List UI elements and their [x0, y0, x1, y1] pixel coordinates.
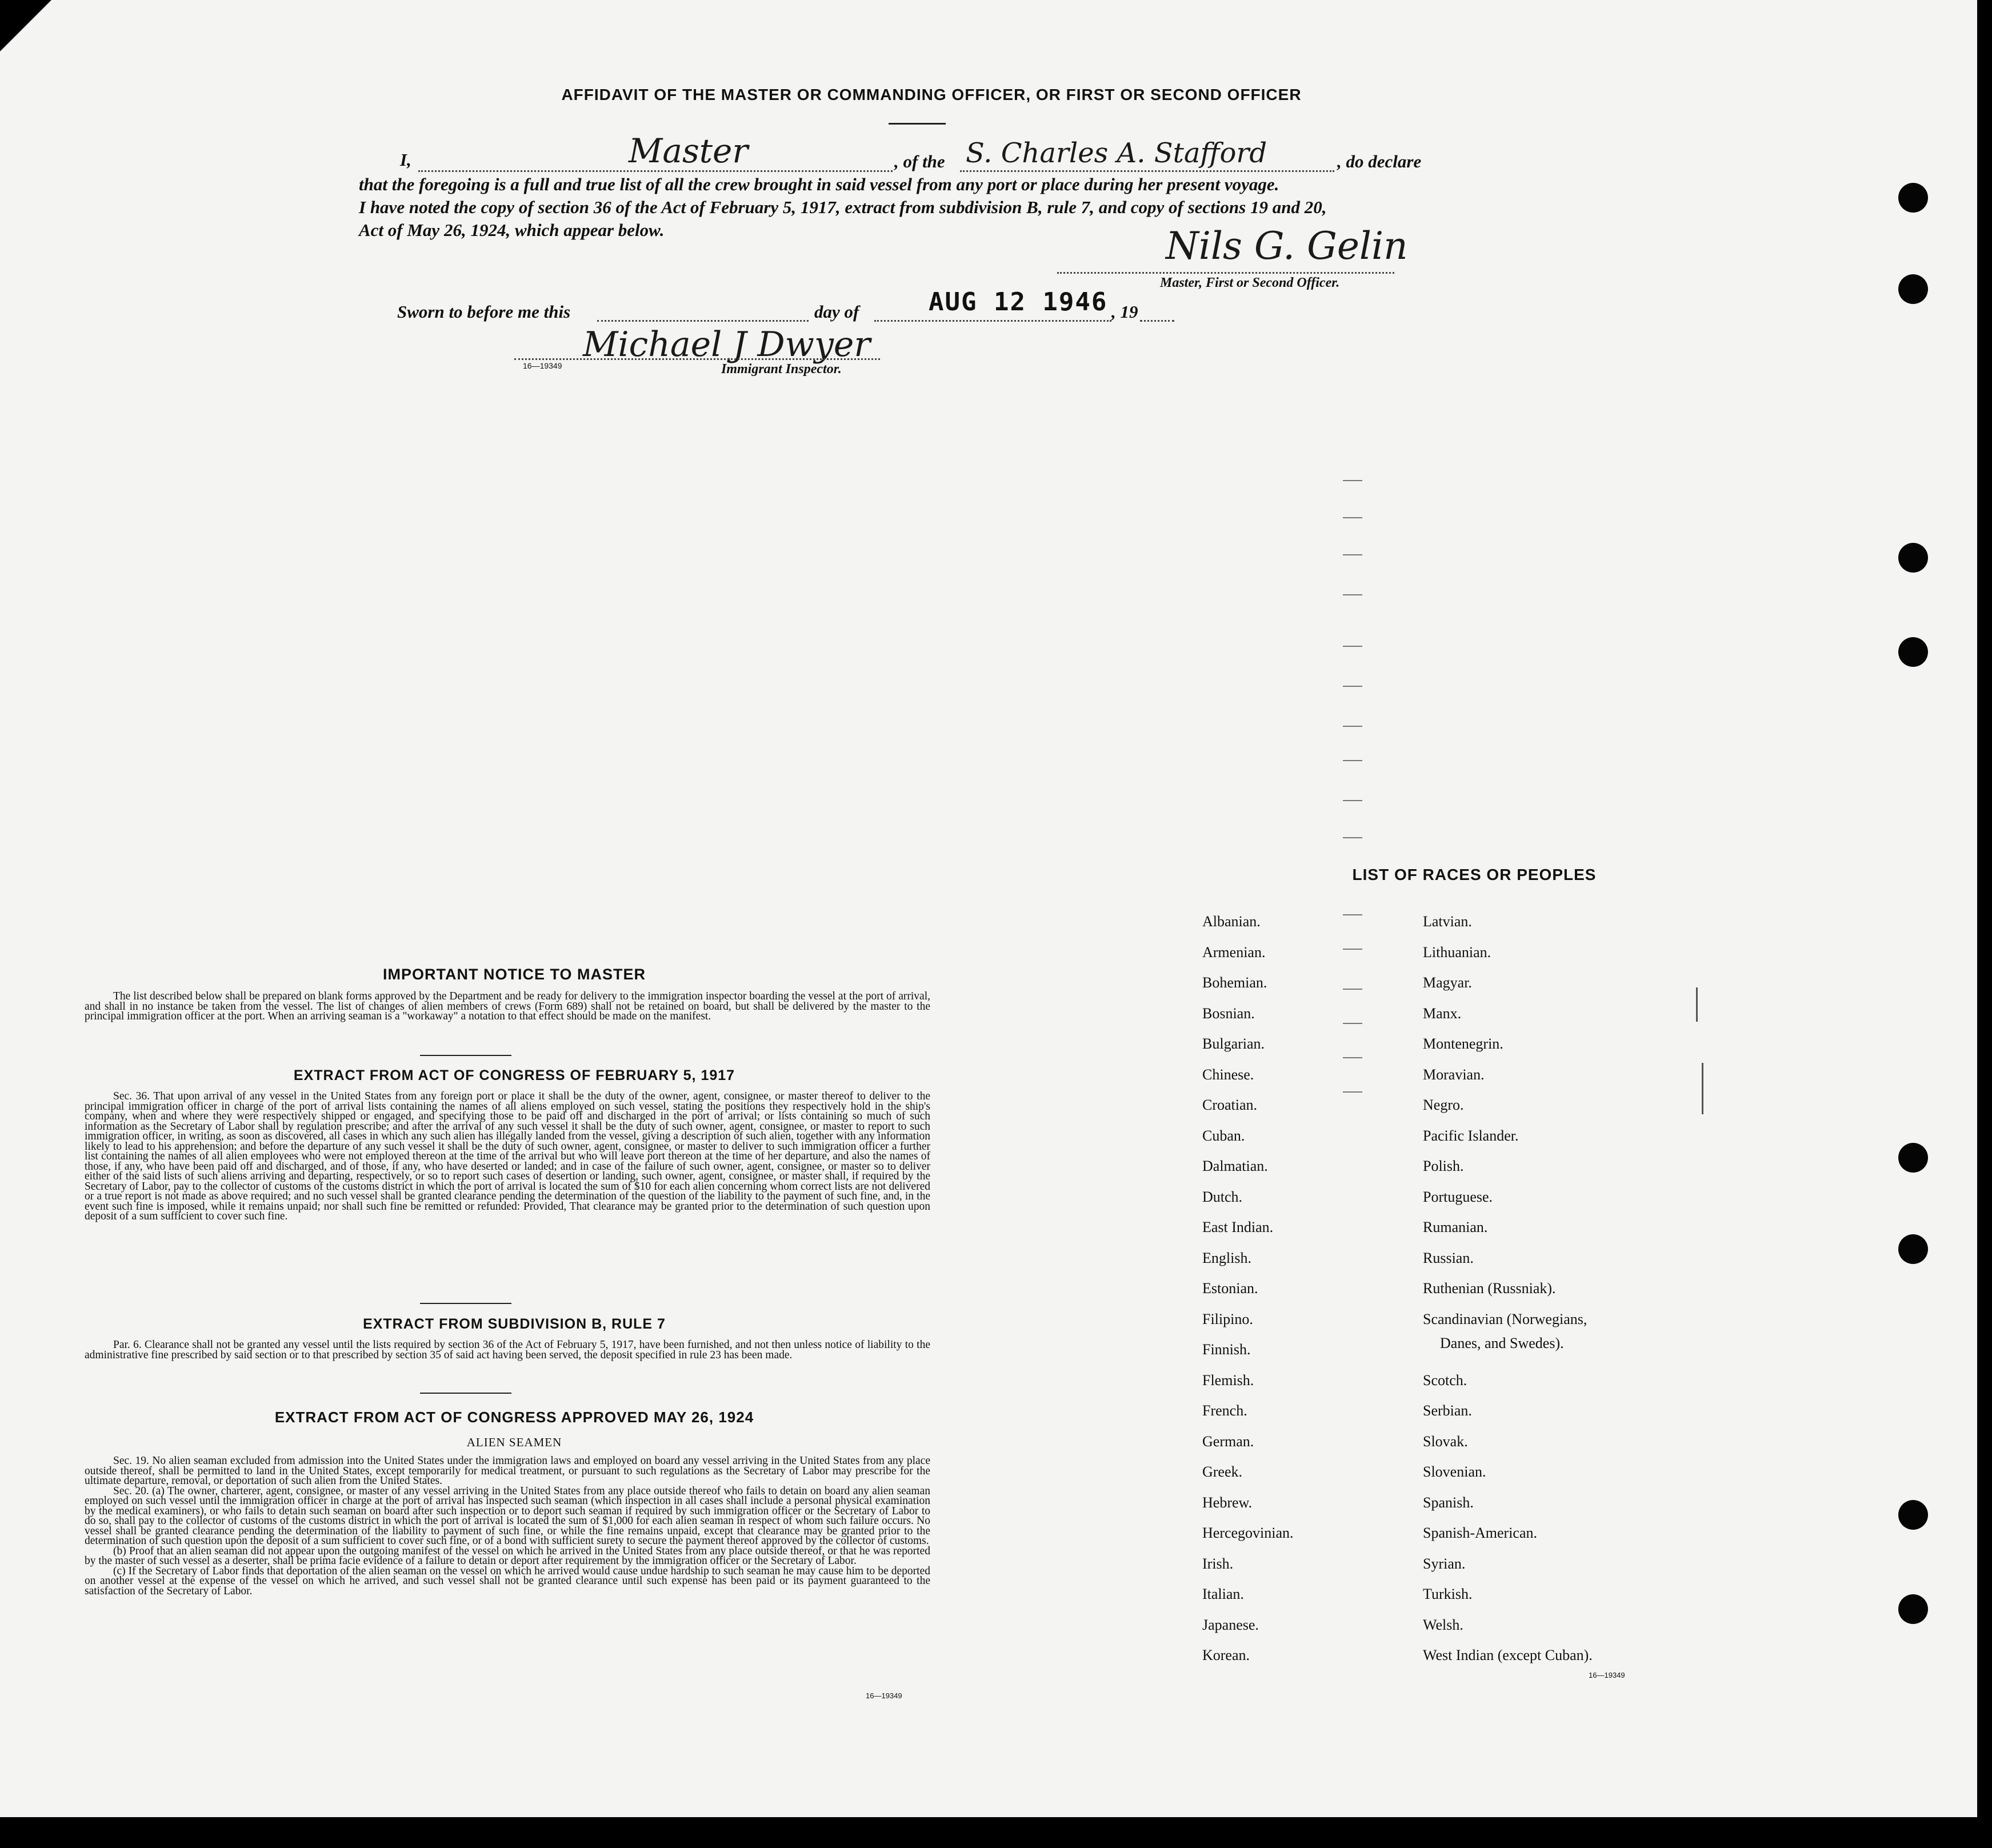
race-item: Moravian. — [1423, 1066, 1485, 1083]
race-item: Hebrew. — [1202, 1494, 1253, 1511]
bleed-tick — [1343, 686, 1362, 687]
date-stamp: AUG 12 1946 — [929, 287, 1108, 317]
bleed-tick — [1343, 1057, 1362, 1058]
race-item: Albanian. — [1202, 913, 1261, 930]
race-item: Croatian. — [1202, 1097, 1258, 1113]
race-item: Spanish. — [1423, 1494, 1474, 1511]
affidavit-line-2: that the foregoing is a full and true list of all the crew brought in said vessel from any port or place during her present voyage. — [359, 174, 1279, 194]
affidavit-line-4: Act of May 26, 1924, which appear below. — [359, 220, 665, 240]
extract-1924-form-number: 16—19349 — [866, 1691, 902, 1700]
sworn-month-line — [874, 320, 1111, 322]
bleed-tick — [1343, 989, 1362, 990]
inspector-title: Immigrant Inspector. — [721, 362, 842, 377]
bleed-tick — [1343, 1091, 1362, 1093]
affidavit-heading: AFFIDAVIT OF THE MASTER OR COMMANDING OFFICER, OR FIRST OR SECOND OFFICER — [561, 86, 1302, 103]
bleed-tick — [1343, 837, 1362, 838]
race-item: Bohemian. — [1202, 974, 1267, 991]
race-item: Korean. — [1202, 1647, 1250, 1663]
race-item: Estonian. — [1202, 1280, 1258, 1297]
bleed-tick — [1343, 517, 1362, 518]
race-item: Cuban. — [1202, 1127, 1245, 1144]
race-item: Greek. — [1202, 1463, 1243, 1480]
race-item: East Indian. — [1202, 1219, 1274, 1235]
race-item: Chinese. — [1202, 1066, 1254, 1083]
officer-signature: Nils G. Gelin — [1166, 224, 1408, 268]
race-item: Latvian. — [1423, 913, 1472, 930]
extract-rule7-heading: EXTRACT FROM SUBDIVISION B, RULE 7 — [363, 1316, 666, 1332]
sec-20c — [85, 1566, 930, 1597]
extract-rule7-rule — [420, 1393, 511, 1394]
bleed-tick — [1343, 1023, 1362, 1024]
race-item: Lithuanian. — [1423, 943, 1491, 961]
race-item: Manx. — [1423, 1005, 1462, 1022]
sec-19-body: Sec. 19. No alien seaman excluded from admission into the United States under the immigration laws and employed on board any vessel arriving in the United States from any place outside thereof, shall be permitted to land in the United States, except temporarily for medical treatment, or pursuant to such regulations as the Secretary of Labor may prescribe for the ultimate departure, removal, or deportation of such alien from the United States. — [85, 1455, 930, 1487]
sec-20a — [85, 1486, 930, 1546]
bleed-tick — [1343, 554, 1362, 555]
race-item: Portuguese. — [1423, 1188, 1493, 1205]
vessel-name-handwritten: S. Charles A. Stafford — [966, 137, 1267, 169]
bleed-tick — [1343, 949, 1362, 950]
race-item: Magyar. — [1423, 974, 1472, 991]
extract-1924-heading: EXTRACT FROM ACT OF CONGRESS APPROVED MAY 26, 1924 — [274, 1409, 754, 1426]
race-item: Pacific Islander. — [1423, 1127, 1519, 1144]
affidavit-line-3: I have noted the copy of section 36 of the Act of February 5, 1917, extract from subdivision B, rule 7, and copy of sections 19 and 20, — [359, 197, 1327, 217]
year-prefix-label: , 19 — [1111, 302, 1138, 322]
race-item: Polish. — [1423, 1158, 1464, 1174]
race-item: Japanese. — [1202, 1616, 1259, 1633]
punch-hole — [1898, 1500, 1928, 1530]
race-item: Bulgarian. — [1202, 1035, 1265, 1052]
race-item: Rumanian. — [1423, 1219, 1488, 1235]
punch-hole — [1898, 1234, 1928, 1264]
vessel-name-line — [960, 170, 1334, 172]
race-item: Finnish. — [1202, 1341, 1251, 1358]
inspector-signature: Michael J Dwyer — [583, 325, 871, 365]
notice-text-body: The list described below shall be prepared on blank forms approved by the Department and be ready for delivery to the immigration inspector boarding the vessel at the port of arrival, and shall in no instance be taken from the vessel. The list of changes of alien members of crews (Form 689) shall not be retained on board, but shall be delivered by the master to the principal immigration officer at the port. When an arriving seaman is a "workaway" a notation to that effect should be made on the manifest. — [85, 990, 930, 1022]
race-item: Serbian. — [1423, 1402, 1472, 1419]
bleed-mark — [1702, 1063, 1703, 1114]
race-item: Filipino. — [1202, 1310, 1253, 1327]
race-item: Bosnian. — [1202, 1005, 1255, 1022]
sec-20b-body: (b) Proof that an alien seaman did not appear upon the outgoing manifest of the vessel on which he arrived in the United States from any place outside thereof, or that he was reported by the master of such vessel as a deserter, shall be prima facie evidence of a failure to detain or deport after requirement by the immigration officer or the Secretary of Labor. — [85, 1545, 930, 1567]
notice-text — [85, 991, 930, 1022]
race-item: Armenian. — [1202, 943, 1266, 961]
bleed-tick — [1343, 594, 1362, 595]
punch-hole — [1898, 1594, 1928, 1624]
officer-signature-title: Master, First or Second Officer. — [1160, 275, 1340, 290]
punch-hole — [1898, 274, 1928, 304]
master-name-handwritten: Master — [629, 131, 749, 170]
race-item: Slovak. — [1423, 1433, 1468, 1450]
race-item: Scotch. — [1423, 1371, 1467, 1389]
bleed-tick — [1343, 800, 1362, 801]
affidavit-i-label: I, — [400, 150, 411, 170]
extract-1917-body: Sec. 36. That upon arrival of any vessel in the United States from any foreign port or place it shall be the duty of the owner, agent, consignee, or master thereof to deliver to the principal immigration officer in charge of the port of arrival lists containing the names of all aliens employed on such vessel, stating the positions they respectively hold in the ship's company, when and where they were respectively shipped or engaged, and specifying those to be paid off and discharged in the port of arrival; or lists containing so much of such information as the Secretary of Labor shall by regulation prescribe; and after the arrival of any such vessel it shall be the duty of such owner, agent, consignee, or master to report to such immigration officer, in writing, as soon as discovered, all cases in which any such alien has illegally landed from the vessel, giving a description of such alien, together with any information likely to lead to his apprehension; and before the departure of any such vessel it shall be the duty of such owner, agent, consignee, or master to deliver to such immigration officer a further list containing the names of all alien employees who were not employed thereon at the time of the arrival but who will leave port thereon at the time of her departure, and also the names of those, if any, who have been paid off and discharged, and of those, if any, who have deserted or landed; and in case of the failure of such owner, agent, consignee, or master so to deliver either of the said lists of such aliens arriving and departing, respectively, or so to report such cases of desertion or landing, such owner, agent, consignee, or master shall, if required by the Secretary of Labor, pay to the collector of customs of the customs district in which the port of arrival is located the sum of $10 for each alien concerning whom correct lists are not delivered or a true report is not made as above required; and no such vessel shall be granted clearance pending the determination of the question of the liability to the payment of such fine, and, in the event such fine is imposed, while it remains unpaid; nor shall such fine be remitted or refunded: Provided, That clearance may be granted prior to the determination of such question upon deposit of a sum sufficient to cover such fine. — [85, 1090, 930, 1222]
sworn-year-line — [1140, 320, 1174, 322]
races-form-number: 16—19349 — [1589, 1671, 1625, 1679]
races-heading: LIST OF RACES OR PEOPLES — [1352, 866, 1597, 883]
race-item: Scandinavian (Norwegians, — [1423, 1310, 1587, 1327]
sec-19 — [85, 1456, 930, 1486]
master-name-line — [418, 170, 893, 172]
races-scandinavian-line2: Danes, and Swedes). — [1440, 1335, 1564, 1351]
bleed-tick — [1343, 914, 1362, 915]
race-item: Welsh. — [1423, 1616, 1463, 1633]
inspector-signature-line — [514, 358, 880, 360]
extract-rule7-text — [85, 1340, 930, 1360]
folded-corner — [0, 0, 51, 51]
extract-1924-text — [85, 1456, 930, 1596]
race-item: West Indian (except Cuban). — [1423, 1647, 1593, 1663]
extract-1917-text — [85, 1091, 930, 1222]
punch-hole — [1898, 183, 1928, 213]
race-item: English. — [1202, 1249, 1251, 1266]
sec-20c-body: (c) If the Secretary of Labor finds that deportation of the alien seaman on the vessel on which he arrived would cause undue hardship to such seaman he may cause him to be deported on another vessel at the expense of the vessel on which he arrived, and such vessel shall not be granted clearance until such expense has been paid or its payment guaranteed to the satisfaction of the Secretary of Labor. — [85, 1565, 930, 1597]
race-item: Flemish. — [1202, 1371, 1254, 1389]
race-item: Montenegrin. — [1423, 1035, 1503, 1052]
race-item: Dalmatian. — [1202, 1158, 1268, 1174]
race-item: Ruthenian (Russniak). — [1423, 1280, 1556, 1297]
do-declare-label: , do declare — [1337, 151, 1422, 171]
affidavit-form-number: 16—19349 — [523, 361, 562, 370]
race-item: Russian. — [1423, 1249, 1474, 1266]
race-item: German. — [1202, 1433, 1254, 1450]
bleed-mark — [1696, 987, 1698, 1022]
race-item: Syrian. — [1423, 1555, 1466, 1572]
race-item: Negro. — [1423, 1097, 1464, 1113]
race-item: Turkish. — [1423, 1586, 1473, 1602]
sworn-day-line — [597, 320, 809, 322]
race-item: Hercegovinian. — [1202, 1525, 1294, 1541]
notice-rule — [420, 1055, 511, 1056]
affidavit-heading-rule — [889, 123, 946, 125]
sworn-label: Sworn to before me this — [397, 302, 571, 322]
day-of-label: day of — [814, 302, 859, 322]
extract-1917-heading: EXTRACT FROM ACT OF CONGRESS OF FEBRUARY 5, 1917 — [293, 1067, 735, 1083]
bleed-tick — [1343, 480, 1362, 481]
punch-hole — [1898, 637, 1928, 667]
officer-signature-line — [1057, 272, 1394, 274]
notice-heading: IMPORTANT NOTICE TO MASTER — [383, 966, 646, 983]
extract-1917-rule — [420, 1303, 511, 1304]
race-item: Italian. — [1202, 1586, 1244, 1602]
race-item: Dutch. — [1202, 1188, 1243, 1205]
race-item: Slovenian. — [1423, 1463, 1486, 1480]
punch-hole — [1898, 543, 1928, 573]
sec-20a-body: Sec. 20. (a) The owner, charterer, agent, consignee, or master of any vessel arriving in the United States from any place outside thereof who fails to detain on board any alien seaman employed on such vessel until the immigration officer in charge at the port of arrival has inspected such seaman (which inspection in all cases shall include a personal physical examination by the medical examiners), or who fails to detain such seaman on board after such inspection or to deport such seaman if required by such immigration officer or the Secretary of Labor to do so, shall pay to the collector of customs of the customs district in which the port of arrival is located the sum of $1,000 for each alien seaman in respect of whom such failure occurs. No vessel shall be granted clearance pending the determination of the liability to payment of such fine, or while the fine remains unpaid, except that clearance may be granted prior to the determination of such question upon the deposit of a sum sufficient to cover such fine, or of a bond with sufficient surety to secure the payment thereof approved by the collector of customs. — [85, 1485, 930, 1547]
bleed-tick — [1343, 726, 1362, 727]
punch-hole — [1898, 1143, 1928, 1173]
extract-rule7-body: Par. 6. Clearance shall not be granted any vessel until the lists required by section 36 of the Act of February 5, 1917, have been furnished, and not then unless notice of liability to the administrative fine prescribed by said section or to that prescribed by section 35 of said act having been served, the deposit specified in rule 23 has been made. — [85, 1339, 930, 1361]
sec-20b — [85, 1546, 930, 1566]
bleed-tick — [1343, 760, 1362, 761]
race-item: French. — [1202, 1402, 1247, 1419]
bleed-tick — [1343, 646, 1362, 647]
race-item: Spanish-American. — [1423, 1525, 1538, 1541]
extract-1924-subheading: ALIEN SEAMEN — [466, 1435, 562, 1449]
race-item: Irish. — [1202, 1555, 1234, 1572]
of-the-label: , of the — [894, 151, 945, 171]
